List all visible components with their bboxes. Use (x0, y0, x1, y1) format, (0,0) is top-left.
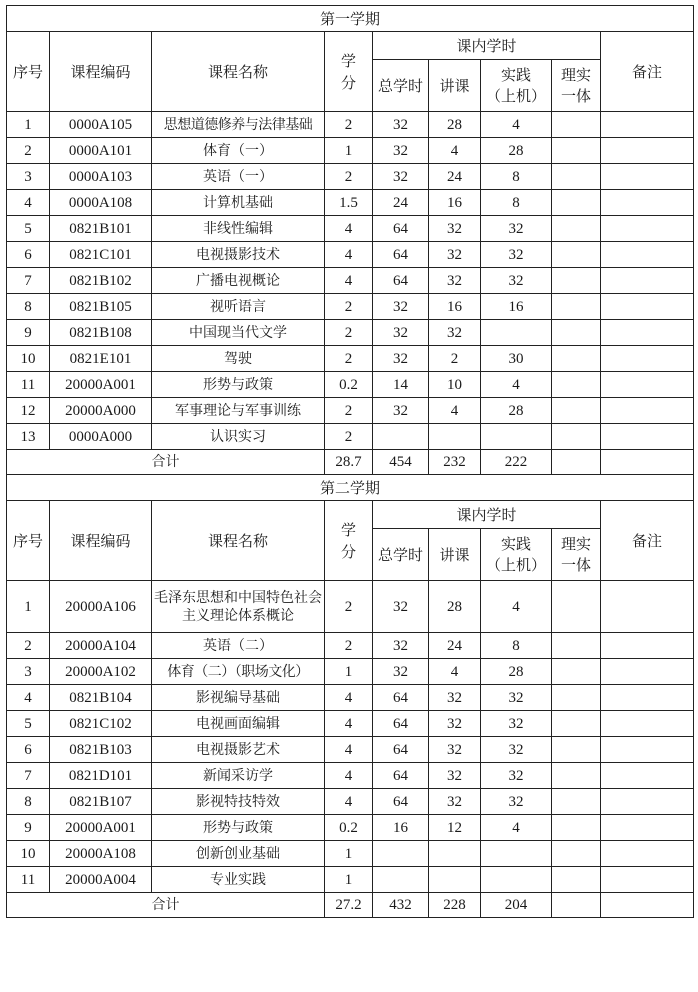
cell-integrated (552, 138, 601, 164)
cell-total-hours: 32 (373, 112, 429, 138)
cell-code: 20000A106 (50, 581, 152, 633)
cell-credit: 4 (325, 216, 373, 242)
cell-practice: 30 (481, 346, 552, 372)
cell-remarks (601, 320, 694, 346)
cell-integrated (552, 346, 601, 372)
cell-remarks (601, 763, 694, 789)
cell-course-name: 非线性编辑 (152, 216, 325, 242)
semester-title-row (7, 475, 694, 501)
cell-code: 20000A001 (50, 815, 152, 841)
cell-lecture: 28 (429, 112, 481, 138)
cell-practice: 32 (481, 685, 552, 711)
cell-remarks (601, 190, 694, 216)
cell-credit: 2 (325, 112, 373, 138)
cell-remarks (601, 398, 694, 424)
cell-total-hours: 64 (373, 711, 429, 737)
cell-practice: 28 (481, 659, 552, 685)
cell-index: 3 (7, 164, 50, 190)
cell-credit: 0.2 (325, 372, 373, 398)
cell-remarks (601, 216, 694, 242)
semester-title: 第一学期 (7, 6, 694, 32)
cell-index: 10 (7, 346, 50, 372)
cell-course-name: 电视摄影艺术 (152, 737, 325, 763)
header-total-hours: 总学时 (373, 60, 429, 112)
cell-total-hours: 32 (373, 346, 429, 372)
cell-practice: 8 (481, 633, 552, 659)
cell-integrated (552, 841, 601, 867)
cell-course-name: 计算机基础 (152, 190, 325, 216)
cell-code: 0821C101 (50, 242, 152, 268)
cell-lecture: 32 (429, 763, 481, 789)
total-credit: 28.7 (325, 450, 373, 475)
cell-total-hours: 32 (373, 633, 429, 659)
cell-code: 0000A000 (50, 424, 152, 450)
header-remarks: 备注 (601, 32, 694, 112)
cell-integrated (552, 294, 601, 320)
cell-total-hours: 32 (373, 581, 429, 633)
table-row (7, 320, 694, 346)
cell-lecture: 24 (429, 633, 481, 659)
cell-index: 8 (7, 789, 50, 815)
cell-index: 5 (7, 711, 50, 737)
course-table (6, 5, 694, 918)
cell-total-hours: 64 (373, 242, 429, 268)
cell-code: 0000A103 (50, 164, 152, 190)
table-row (7, 763, 694, 789)
header-practice: 实践 （上机） (481, 60, 552, 112)
cell-course-name: 驾驶 (152, 346, 325, 372)
cell-remarks (601, 372, 694, 398)
cell-code: 0000A105 (50, 112, 152, 138)
table-row (7, 633, 694, 659)
cell-practice (481, 424, 552, 450)
cell-index: 2 (7, 138, 50, 164)
cell-credit: 1 (325, 841, 373, 867)
cell-total-hours: 24 (373, 190, 429, 216)
cell-remarks (601, 815, 694, 841)
cell-practice: 4 (481, 581, 552, 633)
cell-remarks (601, 633, 694, 659)
cell-course-name: 电视摄影技术 (152, 242, 325, 268)
cell-practice: 32 (481, 737, 552, 763)
cell-practice: 32 (481, 711, 552, 737)
cell-credit: 4 (325, 242, 373, 268)
cell-index: 3 (7, 659, 50, 685)
cell-remarks (601, 424, 694, 450)
cell-course-name: 专业实践 (152, 867, 325, 893)
total-label: 合计 (7, 450, 325, 475)
semester-title-row (7, 6, 694, 32)
cell-credit: 2 (325, 398, 373, 424)
cell-lecture: 28 (429, 581, 481, 633)
cell-lecture: 32 (429, 685, 481, 711)
cell-remarks (601, 659, 694, 685)
table-row (7, 867, 694, 893)
cell-integrated (552, 867, 601, 893)
cell-total-hours: 32 (373, 294, 429, 320)
cell-credit: 1.5 (325, 190, 373, 216)
cell-course-name: 创新创业基础 (152, 841, 325, 867)
cell-index: 7 (7, 763, 50, 789)
total-hours: 454 (373, 450, 429, 475)
cell-practice: 8 (481, 190, 552, 216)
cell-code: 0821B103 (50, 737, 152, 763)
cell-lecture (429, 424, 481, 450)
cell-remarks (601, 138, 694, 164)
header-integrated: 理实 一体 (552, 529, 601, 581)
header-row (7, 501, 694, 529)
header-credit: 学 分 (325, 32, 373, 112)
total-practice: 222 (481, 450, 552, 475)
table-row (7, 581, 694, 633)
total-row (7, 893, 694, 918)
table-row (7, 372, 694, 398)
table-row (7, 711, 694, 737)
table-row (7, 346, 694, 372)
cell-code: 0000A101 (50, 138, 152, 164)
cell-credit: 0.2 (325, 815, 373, 841)
cell-index: 9 (7, 320, 50, 346)
header-lecture: 讲课 (429, 529, 481, 581)
cell-total-hours: 64 (373, 685, 429, 711)
header-name: 课程名称 (152, 501, 325, 581)
table-row (7, 659, 694, 685)
cell-integrated (552, 711, 601, 737)
cell-remarks (601, 346, 694, 372)
cell-course-name: 新闻采访学 (152, 763, 325, 789)
cell-code: 0821C102 (50, 711, 152, 737)
total-row (7, 450, 694, 475)
cell-code: 0821B102 (50, 268, 152, 294)
cell-lecture (429, 841, 481, 867)
cell-integrated (552, 815, 601, 841)
cell-lecture: 32 (429, 268, 481, 294)
cell-lecture: 4 (429, 659, 481, 685)
cell-credit: 4 (325, 685, 373, 711)
cell-credit: 2 (325, 294, 373, 320)
cell-lecture: 2 (429, 346, 481, 372)
cell-index: 1 (7, 581, 50, 633)
cell-remarks (601, 164, 694, 190)
header-index: 序号 (7, 501, 50, 581)
cell-course-name: 视听语言 (152, 294, 325, 320)
table-row (7, 216, 694, 242)
cell-remarks (601, 112, 694, 138)
cell-lecture: 4 (429, 138, 481, 164)
header-integrated: 理实 一体 (552, 60, 601, 112)
cell-total-hours: 64 (373, 737, 429, 763)
cell-lecture (429, 867, 481, 893)
cell-integrated (552, 659, 601, 685)
total-credit: 27.2 (325, 893, 373, 918)
cell-total-hours: 32 (373, 138, 429, 164)
cell-code: 20000A102 (50, 659, 152, 685)
cell-credit: 4 (325, 763, 373, 789)
cell-practice: 4 (481, 815, 552, 841)
cell-course-name: 电视画面编辑 (152, 711, 325, 737)
table-row (7, 294, 694, 320)
cell-code: 20000A000 (50, 398, 152, 424)
cell-practice (481, 867, 552, 893)
cell-total-hours: 32 (373, 320, 429, 346)
cell-credit: 1 (325, 659, 373, 685)
cell-index: 2 (7, 633, 50, 659)
cell-total-hours: 32 (373, 659, 429, 685)
header-code: 课程编码 (50, 501, 152, 581)
table-row (7, 190, 694, 216)
table-row (7, 268, 694, 294)
cell-code: 0821B104 (50, 685, 152, 711)
cell-integrated (552, 685, 601, 711)
cell-credit: 1 (325, 138, 373, 164)
cell-lecture: 16 (429, 294, 481, 320)
cell-integrated (552, 190, 601, 216)
cell-practice (481, 320, 552, 346)
table-row (7, 242, 694, 268)
cell-total-hours: 64 (373, 216, 429, 242)
table-row (7, 737, 694, 763)
cell-index: 1 (7, 112, 50, 138)
cell-code: 0821E101 (50, 346, 152, 372)
total-remarks (601, 450, 694, 475)
cell-integrated (552, 633, 601, 659)
cell-code: 20000A004 (50, 867, 152, 893)
cell-remarks (601, 685, 694, 711)
cell-course-name: 毛泽东思想和中国特色社会主义理论体系概论 (152, 581, 325, 633)
cell-index: 4 (7, 190, 50, 216)
cell-remarks (601, 841, 694, 867)
cell-total-hours: 64 (373, 763, 429, 789)
cell-index: 11 (7, 372, 50, 398)
cell-practice: 32 (481, 242, 552, 268)
cell-code: 0821B105 (50, 294, 152, 320)
cell-code: 0000A108 (50, 190, 152, 216)
total-remarks (601, 893, 694, 918)
table-row (7, 424, 694, 450)
cell-practice: 28 (481, 398, 552, 424)
cell-practice: 32 (481, 216, 552, 242)
cell-course-name: 影视特技特效 (152, 789, 325, 815)
cell-practice: 4 (481, 112, 552, 138)
cell-credit: 2 (325, 633, 373, 659)
table-row (7, 841, 694, 867)
cell-course-name: 形势与政策 (152, 372, 325, 398)
cell-practice: 8 (481, 164, 552, 190)
cell-credit: 2 (325, 164, 373, 190)
cell-remarks (601, 581, 694, 633)
cell-code: 0821D101 (50, 763, 152, 789)
header-index: 序号 (7, 32, 50, 112)
cell-integrated (552, 398, 601, 424)
cell-integrated (552, 763, 601, 789)
cell-index: 5 (7, 216, 50, 242)
cell-course-name: 认识实习 (152, 424, 325, 450)
cell-total-hours: 14 (373, 372, 429, 398)
header-total-hours: 总学时 (373, 529, 429, 581)
cell-index: 12 (7, 398, 50, 424)
cell-integrated (552, 268, 601, 294)
cell-lecture: 32 (429, 320, 481, 346)
cell-code: 0821B107 (50, 789, 152, 815)
cell-remarks (601, 268, 694, 294)
cell-lecture: 24 (429, 164, 481, 190)
cell-index: 13 (7, 424, 50, 450)
cell-code: 20000A104 (50, 633, 152, 659)
cell-total-hours (373, 841, 429, 867)
cell-index: 10 (7, 841, 50, 867)
cell-credit: 2 (325, 346, 373, 372)
cell-integrated (552, 112, 601, 138)
cell-index: 6 (7, 242, 50, 268)
cell-credit: 4 (325, 268, 373, 294)
cell-remarks (601, 711, 694, 737)
cell-lecture: 12 (429, 815, 481, 841)
table-row (7, 138, 694, 164)
cell-course-name: 英语（一） (152, 164, 325, 190)
cell-total-hours: 32 (373, 164, 429, 190)
header-lecture: 讲课 (429, 60, 481, 112)
cell-practice: 32 (481, 268, 552, 294)
cell-index: 6 (7, 737, 50, 763)
header-hours-group: 课内学时 (373, 32, 601, 60)
cell-course-name: 思想道德修养与法律基础 (152, 112, 325, 138)
cell-lecture: 32 (429, 737, 481, 763)
cell-course-name: 广播电视概论 (152, 268, 325, 294)
header-code: 课程编码 (50, 32, 152, 112)
total-integrated (552, 893, 601, 918)
header-remarks: 备注 (601, 501, 694, 581)
header-row (7, 32, 694, 60)
table-row (7, 789, 694, 815)
total-label: 合计 (7, 893, 325, 918)
cell-practice: 32 (481, 763, 552, 789)
cell-lecture: 32 (429, 711, 481, 737)
cell-lecture: 16 (429, 190, 481, 216)
cell-integrated (552, 581, 601, 633)
cell-total-hours (373, 867, 429, 893)
cell-integrated (552, 737, 601, 763)
cell-index: 7 (7, 268, 50, 294)
cell-practice: 16 (481, 294, 552, 320)
total-integrated (552, 450, 601, 475)
cell-index: 11 (7, 867, 50, 893)
cell-course-name: 英语（二） (152, 633, 325, 659)
cell-code: 20000A001 (50, 372, 152, 398)
cell-integrated (552, 320, 601, 346)
cell-total-hours: 64 (373, 789, 429, 815)
cell-remarks (601, 867, 694, 893)
cell-lecture: 32 (429, 789, 481, 815)
cell-credit: 4 (325, 737, 373, 763)
table-row (7, 398, 694, 424)
header-credit: 学 分 (325, 501, 373, 581)
cell-code: 0821B108 (50, 320, 152, 346)
cell-lecture: 4 (429, 398, 481, 424)
cell-integrated (552, 424, 601, 450)
total-hours: 432 (373, 893, 429, 918)
table-row (7, 815, 694, 841)
cell-practice (481, 841, 552, 867)
total-practice: 204 (481, 893, 552, 918)
semester-title: 第二学期 (7, 475, 694, 501)
cell-practice: 28 (481, 138, 552, 164)
cell-code: 0821B101 (50, 216, 152, 242)
header-hours-group: 课内学时 (373, 501, 601, 529)
cell-course-name: 影视编导基础 (152, 685, 325, 711)
course-schedule-document (6, 5, 693, 918)
cell-integrated (552, 789, 601, 815)
cell-credit: 4 (325, 789, 373, 815)
cell-remarks (601, 737, 694, 763)
table-row (7, 112, 694, 138)
total-lecture: 228 (429, 893, 481, 918)
cell-index: 9 (7, 815, 50, 841)
cell-credit: 4 (325, 711, 373, 737)
cell-integrated (552, 242, 601, 268)
cell-lecture: 10 (429, 372, 481, 398)
cell-total-hours: 64 (373, 268, 429, 294)
cell-credit: 1 (325, 867, 373, 893)
cell-total-hours (373, 424, 429, 450)
header-name: 课程名称 (152, 32, 325, 112)
cell-lecture: 32 (429, 242, 481, 268)
cell-course-name: 体育（二）（职场文化） (152, 659, 325, 685)
cell-credit: 2 (325, 320, 373, 346)
cell-index: 8 (7, 294, 50, 320)
cell-total-hours: 16 (373, 815, 429, 841)
cell-code: 20000A108 (50, 841, 152, 867)
cell-course-name: 形势与政策 (152, 815, 325, 841)
table-row (7, 685, 694, 711)
cell-remarks (601, 294, 694, 320)
cell-practice: 32 (481, 789, 552, 815)
cell-credit: 2 (325, 424, 373, 450)
cell-course-name: 中国现当代文学 (152, 320, 325, 346)
cell-remarks (601, 242, 694, 268)
cell-integrated (552, 216, 601, 242)
cell-course-name: 军事理论与军事训练 (152, 398, 325, 424)
cell-index: 4 (7, 685, 50, 711)
cell-credit: 2 (325, 581, 373, 633)
cell-course-name: 体育（一） (152, 138, 325, 164)
cell-remarks (601, 789, 694, 815)
cell-total-hours: 32 (373, 398, 429, 424)
header-practice: 实践 （上机） (481, 529, 552, 581)
cell-integrated (552, 164, 601, 190)
total-lecture: 232 (429, 450, 481, 475)
cell-lecture: 32 (429, 216, 481, 242)
table-row (7, 164, 694, 190)
cell-practice: 4 (481, 372, 552, 398)
cell-integrated (552, 372, 601, 398)
